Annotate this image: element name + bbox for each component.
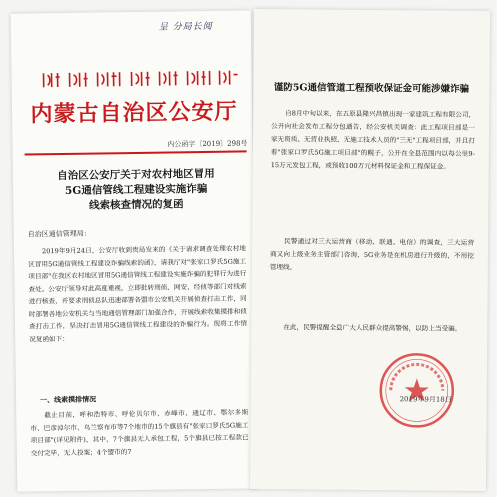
section-paragraph: 截止目前，呼和浩特市、呼伦贝尔市、赤峰市、通辽市、鄂尔多斯市、巴彦淖尔市、乌兰察布市等7个地市的15个旗县有"张家口罗氏5G施工项目部"(详见附件)，其中，7个旗县无人承包工程，5个旗县已按工程款已交付完毕，无人投案；4个盟市的7 bbox=[30, 408, 249, 457]
notice-title: 谨防5G通信管道工程预收保证金可能涉嫌诈骗 bbox=[273, 82, 470, 95]
seal-date: 2019年9月18日 bbox=[399, 395, 452, 404]
section-heading: 一、线索摸排情况 bbox=[40, 394, 97, 405]
reply-title bbox=[31, 167, 242, 215]
reply-title-line-2: 5G通信管线工程建设实施诈骗 bbox=[64, 182, 208, 197]
mongolian-script-graphic bbox=[39, 67, 239, 92]
notice-paragraph-1: 自8月中旬以来，在五原县隆兴昌镇出现一家建筑工程有限公司，公开向社会发布工程分包通告，经公安机关调查：此工程项目部是一家无资质、无营业执照、无施工技术人员的"三无"工程项目部，并且打着"张家口罗氏5G施工项目部"的幌子，公开在全县范围内以每公里9-15万元发包工程，或预收100万元材料保证金和工程保证金。 bbox=[270, 109, 476, 171]
recipient-line: 自治区通信管理局： bbox=[27, 229, 91, 239]
warning-notice-document bbox=[250, 9, 490, 491]
seal-graphic bbox=[376, 350, 457, 431]
reply-body-paragraph: 2019年9月24日，公安厅收到贵局发来的《关于请求调查处理农村地区冒用5G通信管线工程建设诈骗线索的函》，请我厅对"张家口罗氏5G施工项目部"在我区农村地区冒用5G通信管线工程建设实施诈骗的犯罪行为进行查处。公安厅领导对此高度重视，立即批转刑侦、网安、经侦等部门对线索进行核查，并要求刑侦总队迅速部署各盟市公安机关开展侦查打击工作，同时部署各地公安机关与当地通信管理部门加强合作，开展线索收集摸排和侦查打击工作，坚决打击冒用5G通信管线工程建设的诈骗行为。现将工作情况复函如下： bbox=[28, 244, 248, 343]
agency-letterhead: 内蒙古自治区公安厅 bbox=[30, 98, 238, 128]
reply-title-line-3: 线索核查情况的复函 bbox=[89, 198, 184, 212]
notice-paragraph-2: 民警通过对三大运营商（移动、联通、电信）的调查，三大运营商又向上级业务主管部门咨询，5G业务是在机房进行升级的，不用挖管埋线。 bbox=[269, 237, 475, 272]
document-number: 内公函字〔2019〕298号 bbox=[167, 139, 248, 149]
mongolian-script-letterhead bbox=[39, 67, 239, 92]
official-seal-stamp bbox=[376, 350, 457, 431]
reply-title-line-1: 自治区公安厅关于对农村地区冒用 bbox=[57, 167, 215, 183]
notice-paragraph-3: 在此，民警提醒全县广大人民群众提高警惕，以防上当受骗。 bbox=[283, 323, 462, 333]
official-reply-document bbox=[11, 10, 258, 491]
letterhead-divider bbox=[25, 150, 247, 155]
handwritten-note: 呈 分局长阅 bbox=[158, 21, 213, 33]
